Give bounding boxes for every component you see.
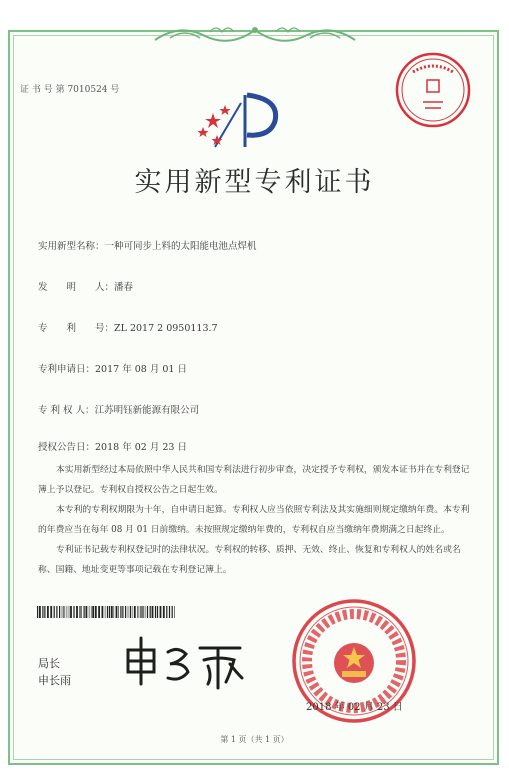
patent-number-row (38, 320, 218, 334)
cnipa-emblem (195, 85, 295, 155)
filing-date: 2017 年 08 月 01 日 (95, 364, 187, 375)
filing-date-label: 专利申请日： (38, 364, 96, 375)
patent-number: ZL 2017 2 0950113.7 (114, 323, 218, 334)
patentee: 江苏明钰新能源有限公司 (94, 405, 200, 416)
certificate-number: 证 书 号 第 7010524 号 (20, 85, 120, 95)
barcode (37, 606, 177, 618)
inventor-label: 发 明 人： (38, 282, 115, 293)
patentee-row (38, 402, 199, 416)
patent-number-label: 专 利 号： (38, 323, 115, 334)
top-ornament (150, 18, 360, 48)
signatory-title: 局长 (38, 657, 60, 670)
patentee-label: 专 利 权 人： (38, 405, 95, 416)
inventor: 潘春 (114, 282, 134, 293)
utility-model-name-label: 实用新型名称： (38, 241, 105, 252)
utility-model-name: 一种可同步上料的太阳能电池点焊机 (104, 241, 257, 252)
body-paragraph: 专利证书记载专利权登记时的法律状况。专利权的转移、质押、无效、终止、恢复和专利权人的姓名或名称、国籍、地址变更等事项记载在专利登记簿上。 (38, 545, 461, 575)
top-red-seal (393, 50, 473, 130)
grant-date-label: 授权公告日： (38, 442, 96, 453)
certificate-body (38, 460, 474, 580)
grant-date-row (38, 439, 187, 453)
seal-date: 2018 年 02 月 23 日 (306, 702, 403, 713)
handwritten-signature (118, 630, 258, 690)
signatory-name: 申长雨 (38, 674, 71, 687)
body-paragraph: 本专利的专利权期限为十年，自申请日起算。专利权人应当依照专利法及其实施细则规定缴纳年费。本专利的年费应当在每年 08 月 01 日前缴纳。未按照规定缴纳年费的，专利权自应当缴纳年费期满之日起终止。 (38, 505, 470, 535)
certificate-title: 实用新型专利证书 (134, 167, 375, 198)
inventor-row (38, 279, 133, 293)
grant-date: 2018 年 02 月 23 日 (95, 442, 187, 453)
page-number: 第 1 页（共 1 页） (220, 735, 289, 744)
utility-model-name-row (38, 238, 257, 252)
filing-date-row (38, 361, 187, 375)
body-paragraph: 本实用新型经过本局依照中华人民共和国专利法进行初步审查，决定授予专利权，颁发本证书并在专利登记簿上予以登记。专利权自授权公告之日起生效。 (38, 465, 470, 495)
signatory (38, 655, 71, 689)
